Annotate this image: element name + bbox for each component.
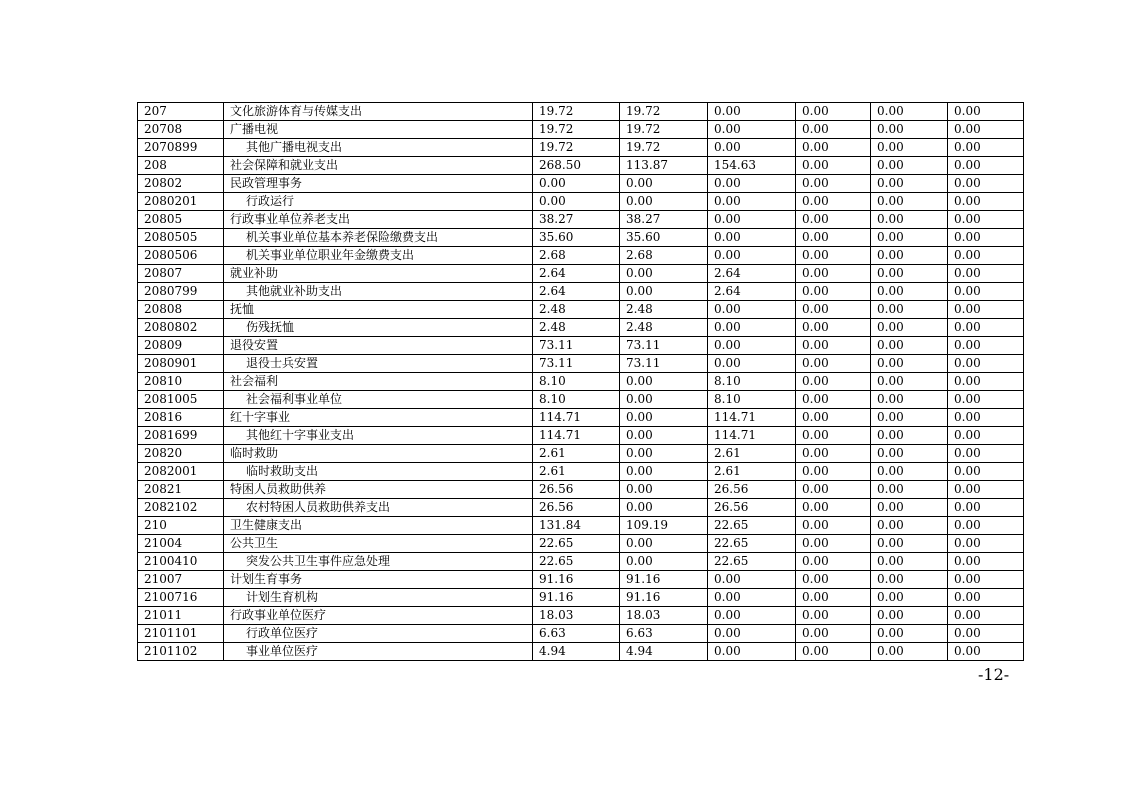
- row-value-1: 6.63: [533, 625, 620, 643]
- table-row: [138, 643, 1024, 661]
- row-value-6: 0.00: [948, 445, 1024, 463]
- row-value-3: 8.10: [708, 391, 796, 409]
- row-value-3: 22.65: [708, 517, 796, 535]
- row-name: 退役安置: [224, 337, 533, 355]
- row-value-1: 91.16: [533, 571, 620, 589]
- row-value-1: 8.10: [533, 373, 620, 391]
- row-value-5: 0.00: [871, 319, 948, 337]
- row-value-3: 0.00: [708, 229, 796, 247]
- row-value-5: 0.00: [871, 229, 948, 247]
- row-value-4: 0.00: [796, 373, 871, 391]
- row-value-1: 4.94: [533, 643, 620, 661]
- row-name: 卫生健康支出: [224, 517, 533, 535]
- row-value-3: 0.00: [708, 607, 796, 625]
- row-value-1: 0.00: [533, 175, 620, 193]
- row-value-3: 114.71: [708, 427, 796, 445]
- row-value-2: 0.00: [620, 175, 708, 193]
- row-code: 21011: [138, 607, 224, 625]
- row-value-3: 0.00: [708, 625, 796, 643]
- row-value-3: 2.64: [708, 283, 796, 301]
- row-value-4: 0.00: [796, 211, 871, 229]
- row-value-4: 0.00: [796, 517, 871, 535]
- row-value-3: 0.00: [708, 319, 796, 337]
- row-value-2: 0.00: [620, 445, 708, 463]
- row-value-4: 0.00: [796, 625, 871, 643]
- row-name: 社会保障和就业支出: [224, 157, 533, 175]
- row-code: 2080506: [138, 247, 224, 265]
- table-row: [138, 103, 1024, 121]
- row-value-4: 0.00: [796, 571, 871, 589]
- row-value-4: 0.00: [796, 589, 871, 607]
- row-name: 文化旅游体育与传媒支出: [224, 103, 533, 121]
- row-name: 行政事业单位养老支出: [224, 211, 533, 229]
- row-value-6: 0.00: [948, 301, 1024, 319]
- table-row: [138, 283, 1024, 301]
- budget-table: [137, 102, 1024, 661]
- row-value-1: 19.72: [533, 121, 620, 139]
- row-value-5: 0.00: [871, 625, 948, 643]
- row-value-4: 0.00: [796, 121, 871, 139]
- row-value-3: 0.00: [708, 589, 796, 607]
- row-value-1: 2.61: [533, 445, 620, 463]
- row-value-3: 8.10: [708, 373, 796, 391]
- row-code: 2080802: [138, 319, 224, 337]
- row-code: 20816: [138, 409, 224, 427]
- row-value-3: 0.00: [708, 247, 796, 265]
- row-value-6: 0.00: [948, 499, 1024, 517]
- row-value-4: 0.00: [796, 337, 871, 355]
- row-name: 行政事业单位医疗: [224, 607, 533, 625]
- row-value-1: 2.68: [533, 247, 620, 265]
- row-name: 计划生育机构: [224, 589, 533, 607]
- row-value-6: 0.00: [948, 319, 1024, 337]
- row-name: 就业补助: [224, 265, 533, 283]
- row-value-2: 19.72: [620, 103, 708, 121]
- row-code: 2080201: [138, 193, 224, 211]
- table-row: [138, 535, 1024, 553]
- row-value-5: 0.00: [871, 553, 948, 571]
- table-row: [138, 517, 1024, 535]
- row-code: 20807: [138, 265, 224, 283]
- row-name: 其他红十字事业支出: [224, 427, 533, 445]
- row-value-3: 26.56: [708, 499, 796, 517]
- row-code: 2080901: [138, 355, 224, 373]
- row-value-5: 0.00: [871, 571, 948, 589]
- row-value-5: 0.00: [871, 157, 948, 175]
- row-code: 20708: [138, 121, 224, 139]
- row-value-1: 18.03: [533, 607, 620, 625]
- row-value-1: 114.71: [533, 427, 620, 445]
- row-value-5: 0.00: [871, 193, 948, 211]
- row-value-2: 109.19: [620, 517, 708, 535]
- row-value-5: 0.00: [871, 247, 948, 265]
- row-value-6: 0.00: [948, 355, 1024, 373]
- table-row: [138, 211, 1024, 229]
- row-code: 210: [138, 517, 224, 535]
- row-value-4: 0.00: [796, 427, 871, 445]
- row-value-6: 0.00: [948, 175, 1024, 193]
- row-name: 退役士兵安置: [224, 355, 533, 373]
- row-code: 20802: [138, 175, 224, 193]
- page-number: -12-: [978, 665, 1010, 684]
- row-value-4: 0.00: [796, 103, 871, 121]
- row-value-5: 0.00: [871, 499, 948, 517]
- row-value-1: 2.48: [533, 301, 620, 319]
- row-value-4: 0.00: [796, 409, 871, 427]
- table-row: [138, 607, 1024, 625]
- row-value-3: 114.71: [708, 409, 796, 427]
- row-value-2: 0.00: [620, 193, 708, 211]
- row-value-4: 0.00: [796, 193, 871, 211]
- row-value-1: 268.50: [533, 157, 620, 175]
- row-value-2: 73.11: [620, 337, 708, 355]
- table-row: [138, 499, 1024, 517]
- row-value-1: 73.11: [533, 337, 620, 355]
- row-value-1: 8.10: [533, 391, 620, 409]
- row-value-6: 0.00: [948, 589, 1024, 607]
- row-code: 2100410: [138, 553, 224, 571]
- row-value-4: 0.00: [796, 247, 871, 265]
- row-code: 21004: [138, 535, 224, 553]
- row-value-6: 0.00: [948, 607, 1024, 625]
- row-code: 2082102: [138, 499, 224, 517]
- row-value-1: 2.64: [533, 265, 620, 283]
- row-value-4: 0.00: [796, 355, 871, 373]
- row-value-5: 0.00: [871, 463, 948, 481]
- row-value-2: 2.68: [620, 247, 708, 265]
- row-value-3: 0.00: [708, 337, 796, 355]
- row-value-5: 0.00: [871, 391, 948, 409]
- row-value-2: 0.00: [620, 409, 708, 427]
- row-code: 208: [138, 157, 224, 175]
- row-value-1: 0.00: [533, 193, 620, 211]
- row-value-4: 0.00: [796, 139, 871, 157]
- row-value-6: 0.00: [948, 463, 1024, 481]
- table-row: [138, 247, 1024, 265]
- row-code: 207: [138, 103, 224, 121]
- row-value-5: 0.00: [871, 301, 948, 319]
- table-body: [138, 103, 1024, 661]
- row-name: 突发公共卫生事件应急处理: [224, 553, 533, 571]
- row-value-2: 73.11: [620, 355, 708, 373]
- row-name: 社会福利: [224, 373, 533, 391]
- row-value-6: 0.00: [948, 553, 1024, 571]
- table-row: [138, 175, 1024, 193]
- row-value-6: 0.00: [948, 337, 1024, 355]
- row-value-5: 0.00: [871, 517, 948, 535]
- row-name: 行政运行: [224, 193, 533, 211]
- row-name: 公共卫生: [224, 535, 533, 553]
- row-value-4: 0.00: [796, 643, 871, 661]
- row-value-4: 0.00: [796, 391, 871, 409]
- table-row: [138, 589, 1024, 607]
- row-value-6: 0.00: [948, 247, 1024, 265]
- row-value-5: 0.00: [871, 643, 948, 661]
- row-value-6: 0.00: [948, 643, 1024, 661]
- table-row: [138, 571, 1024, 589]
- row-name: 临时救助: [224, 445, 533, 463]
- row-name: 临时救助支出: [224, 463, 533, 481]
- row-value-1: 2.64: [533, 283, 620, 301]
- table-row: [138, 319, 1024, 337]
- row-value-6: 0.00: [948, 427, 1024, 445]
- row-code: 2082001: [138, 463, 224, 481]
- table-row: [138, 463, 1024, 481]
- row-value-6: 0.00: [948, 139, 1024, 157]
- row-value-3: 0.00: [708, 571, 796, 589]
- row-value-3: 0.00: [708, 355, 796, 373]
- row-value-5: 0.00: [871, 103, 948, 121]
- row-value-3: 0.00: [708, 211, 796, 229]
- row-value-5: 0.00: [871, 175, 948, 193]
- row-value-6: 0.00: [948, 391, 1024, 409]
- row-value-5: 0.00: [871, 355, 948, 373]
- row-value-2: 2.48: [620, 319, 708, 337]
- row-value-5: 0.00: [871, 283, 948, 301]
- row-value-2: 18.03: [620, 607, 708, 625]
- row-value-5: 0.00: [871, 265, 948, 283]
- table-row: [138, 229, 1024, 247]
- row-name: 特困人员救助供养: [224, 481, 533, 499]
- row-value-5: 0.00: [871, 445, 948, 463]
- row-value-5: 0.00: [871, 139, 948, 157]
- row-name: 社会福利事业单位: [224, 391, 533, 409]
- row-value-6: 0.00: [948, 625, 1024, 643]
- table-row: [138, 481, 1024, 499]
- row-value-3: 0.00: [708, 121, 796, 139]
- row-code: 20809: [138, 337, 224, 355]
- row-value-2: 91.16: [620, 589, 708, 607]
- row-code: 2101101: [138, 625, 224, 643]
- row-value-5: 0.00: [871, 373, 948, 391]
- row-value-5: 0.00: [871, 607, 948, 625]
- row-value-6: 0.00: [948, 517, 1024, 535]
- row-value-4: 0.00: [796, 283, 871, 301]
- table-row: [138, 139, 1024, 157]
- row-value-2: 0.00: [620, 265, 708, 283]
- row-value-4: 0.00: [796, 499, 871, 517]
- row-code: 20808: [138, 301, 224, 319]
- row-value-4: 0.00: [796, 229, 871, 247]
- row-code: 20805: [138, 211, 224, 229]
- row-value-1: 19.72: [533, 139, 620, 157]
- row-value-2: 4.94: [620, 643, 708, 661]
- row-code: 2070899: [138, 139, 224, 157]
- row-name: 红十字事业: [224, 409, 533, 427]
- row-value-6: 0.00: [948, 481, 1024, 499]
- table-row: [138, 409, 1024, 427]
- row-name: 农村特困人员救助供养支出: [224, 499, 533, 517]
- table-row: [138, 427, 1024, 445]
- table-row: [138, 553, 1024, 571]
- row-value-1: 35.60: [533, 229, 620, 247]
- row-value-6: 0.00: [948, 211, 1024, 229]
- row-value-2: 0.00: [620, 373, 708, 391]
- row-value-4: 0.00: [796, 301, 871, 319]
- row-value-3: 0.00: [708, 139, 796, 157]
- row-code: 2080505: [138, 229, 224, 247]
- row-value-1: 38.27: [533, 211, 620, 229]
- row-value-1: 2.48: [533, 319, 620, 337]
- row-code: 21007: [138, 571, 224, 589]
- row-value-4: 0.00: [796, 175, 871, 193]
- row-value-3: 0.00: [708, 193, 796, 211]
- row-value-2: 35.60: [620, 229, 708, 247]
- row-name: 其他广播电视支出: [224, 139, 533, 157]
- row-value-6: 0.00: [948, 229, 1024, 247]
- row-name: 广播电视: [224, 121, 533, 139]
- row-value-6: 0.00: [948, 265, 1024, 283]
- row-value-5: 0.00: [871, 211, 948, 229]
- row-value-6: 0.00: [948, 535, 1024, 553]
- row-value-5: 0.00: [871, 535, 948, 553]
- row-value-2: 38.27: [620, 211, 708, 229]
- row-value-4: 0.00: [796, 607, 871, 625]
- row-code: 2081005: [138, 391, 224, 409]
- row-code: 20821: [138, 481, 224, 499]
- row-value-4: 0.00: [796, 481, 871, 499]
- row-value-1: 131.84: [533, 517, 620, 535]
- row-value-3: 22.65: [708, 553, 796, 571]
- row-value-5: 0.00: [871, 481, 948, 499]
- row-value-2: 19.72: [620, 121, 708, 139]
- row-code: 20820: [138, 445, 224, 463]
- row-code: 2081699: [138, 427, 224, 445]
- row-value-6: 0.00: [948, 409, 1024, 427]
- row-value-3: 154.63: [708, 157, 796, 175]
- table-row: [138, 157, 1024, 175]
- row-value-2: 2.48: [620, 301, 708, 319]
- row-value-1: 114.71: [533, 409, 620, 427]
- row-value-1: 26.56: [533, 499, 620, 517]
- table-row: [138, 337, 1024, 355]
- row-name: 其他就业补助支出: [224, 283, 533, 301]
- row-name: 民政管理事务: [224, 175, 533, 193]
- row-name: 机关事业单位职业年金缴费支出: [224, 247, 533, 265]
- row-value-6: 0.00: [948, 373, 1024, 391]
- row-value-4: 0.00: [796, 265, 871, 283]
- row-value-1: 22.65: [533, 535, 620, 553]
- row-value-2: 6.63: [620, 625, 708, 643]
- row-value-2: 91.16: [620, 571, 708, 589]
- row-value-2: 113.87: [620, 157, 708, 175]
- row-value-3: 0.00: [708, 103, 796, 121]
- row-value-5: 0.00: [871, 409, 948, 427]
- row-value-2: 0.00: [620, 283, 708, 301]
- row-value-1: 26.56: [533, 481, 620, 499]
- row-value-4: 0.00: [796, 157, 871, 175]
- row-value-3: 0.00: [708, 301, 796, 319]
- table-row: [138, 373, 1024, 391]
- row-value-5: 0.00: [871, 337, 948, 355]
- row-value-3: 22.65: [708, 535, 796, 553]
- row-value-1: 2.61: [533, 463, 620, 481]
- row-name: 行政单位医疗: [224, 625, 533, 643]
- row-name: 计划生育事务: [224, 571, 533, 589]
- row-value-1: 19.72: [533, 103, 620, 121]
- row-code: 2080799: [138, 283, 224, 301]
- row-value-6: 0.00: [948, 157, 1024, 175]
- row-value-3: 0.00: [708, 643, 796, 661]
- row-value-3: 26.56: [708, 481, 796, 499]
- row-name: 事业单位医疗: [224, 643, 533, 661]
- row-value-2: 0.00: [620, 427, 708, 445]
- row-value-2: 0.00: [620, 391, 708, 409]
- row-code: 20810: [138, 373, 224, 391]
- row-value-3: 0.00: [708, 175, 796, 193]
- row-value-1: 91.16: [533, 589, 620, 607]
- table-row: [138, 193, 1024, 211]
- row-value-4: 0.00: [796, 463, 871, 481]
- row-value-2: 0.00: [620, 463, 708, 481]
- row-value-3: 2.61: [708, 463, 796, 481]
- row-value-2: 0.00: [620, 481, 708, 499]
- row-value-6: 0.00: [948, 193, 1024, 211]
- row-value-1: 73.11: [533, 355, 620, 373]
- row-value-3: 2.61: [708, 445, 796, 463]
- table-row: [138, 355, 1024, 373]
- row-value-6: 0.00: [948, 571, 1024, 589]
- row-value-5: 0.00: [871, 121, 948, 139]
- row-value-2: 19.72: [620, 139, 708, 157]
- row-value-4: 0.00: [796, 553, 871, 571]
- row-value-6: 0.00: [948, 103, 1024, 121]
- row-code: 2101102: [138, 643, 224, 661]
- row-code: 2100716: [138, 589, 224, 607]
- row-value-2: 0.00: [620, 553, 708, 571]
- row-name: 抚恤: [224, 301, 533, 319]
- table-row: [138, 265, 1024, 283]
- row-value-1: 22.65: [533, 553, 620, 571]
- table-row: [138, 445, 1024, 463]
- row-name: 伤残抚恤: [224, 319, 533, 337]
- row-value-6: 0.00: [948, 283, 1024, 301]
- table-row: [138, 121, 1024, 139]
- table-row: [138, 301, 1024, 319]
- table-row: [138, 391, 1024, 409]
- row-name: 机关事业单位基本养老保险缴费支出: [224, 229, 533, 247]
- row-value-3: 2.64: [708, 265, 796, 283]
- row-value-5: 0.00: [871, 589, 948, 607]
- row-value-4: 0.00: [796, 319, 871, 337]
- table-row: [138, 625, 1024, 643]
- row-value-4: 0.00: [796, 445, 871, 463]
- row-value-2: 0.00: [620, 499, 708, 517]
- row-value-6: 0.00: [948, 121, 1024, 139]
- row-value-4: 0.00: [796, 535, 871, 553]
- row-value-2: 0.00: [620, 535, 708, 553]
- row-value-5: 0.00: [871, 427, 948, 445]
